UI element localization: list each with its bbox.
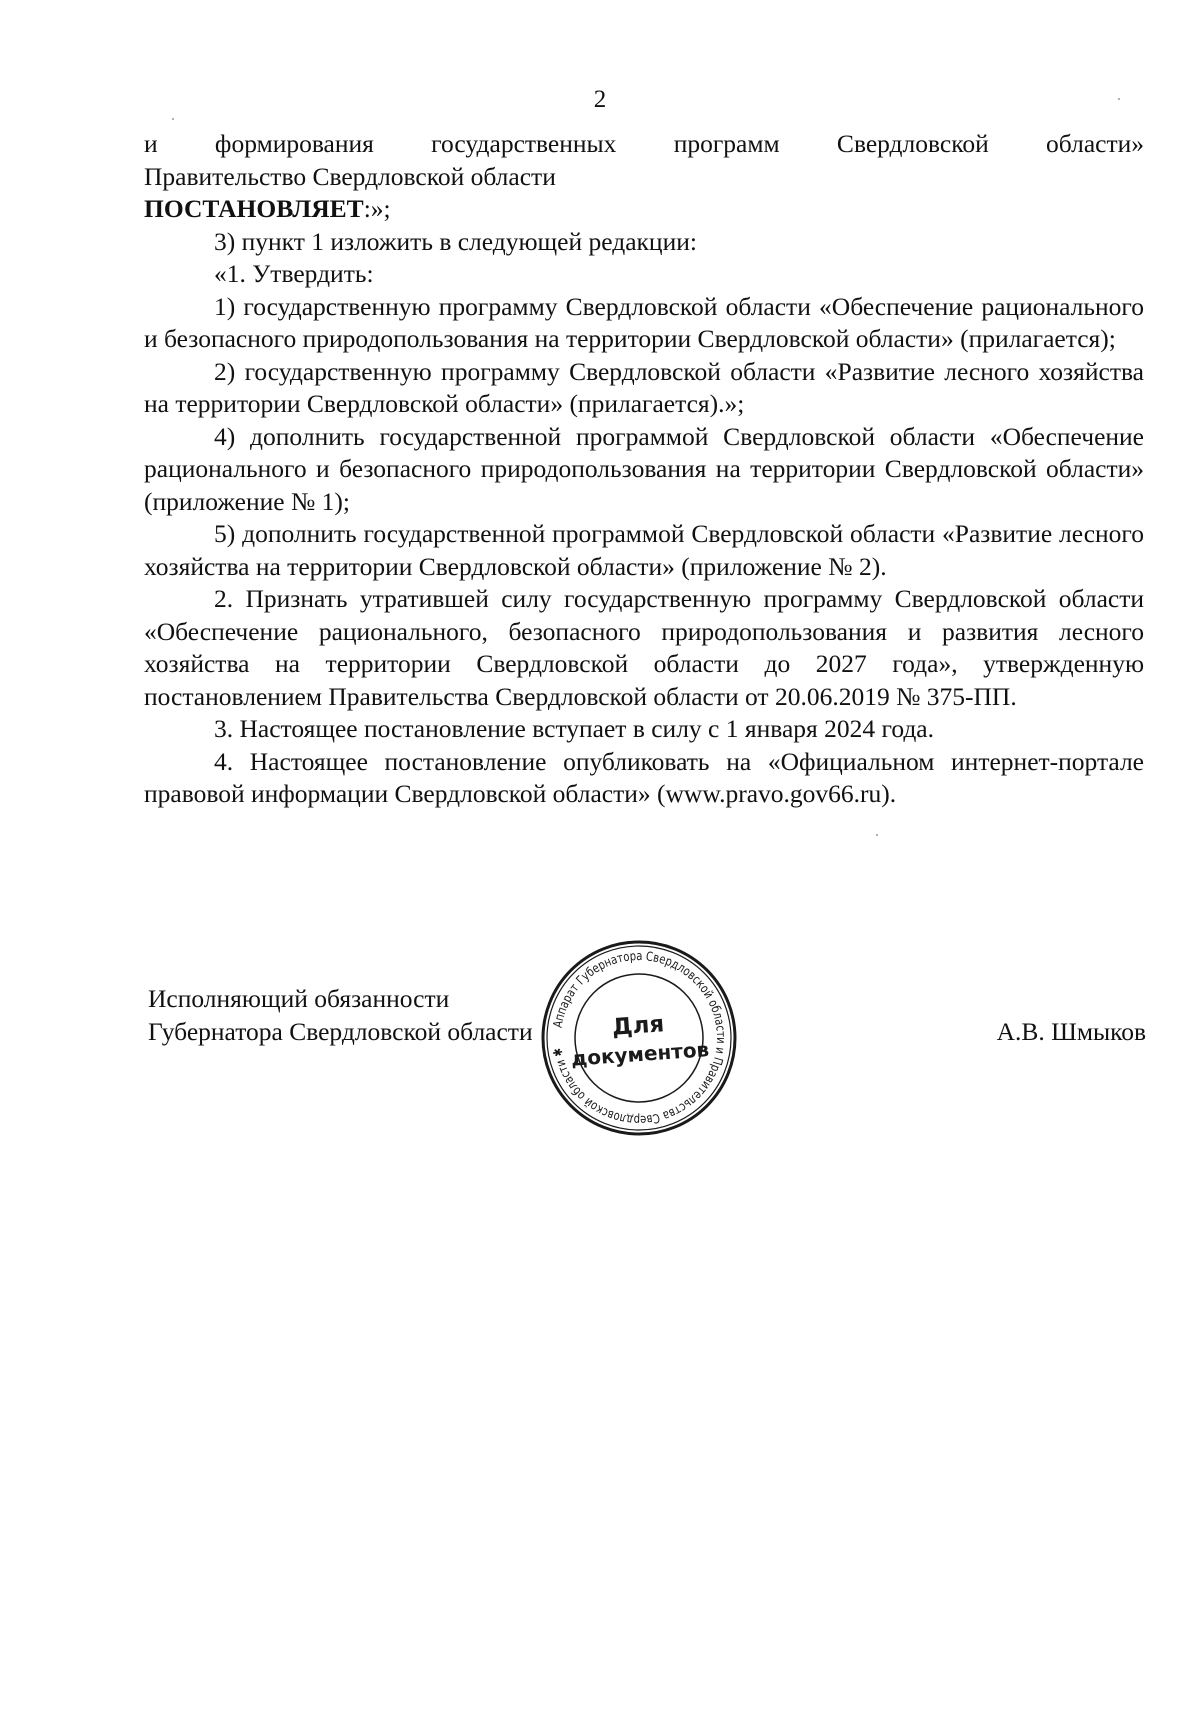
paragraph-item-5: 5) дополнить государственной программой Свердловской области «Развитие лесного хозяйства на территории Свердловской области» (приложение № 2). (144, 519, 1144, 581)
paragraph-point-3: 3. Настоящее постановление вступает в силу с 1 января 2024 года. (214, 714, 935, 743)
paragraph-decree (144, 193, 1144, 226)
signature-title-line-1: Исполняющий обязанности (148, 984, 450, 1013)
paragraph-subitem-2: 2) государственную программу Свердловской области «Развитие лесного хозяйства на территории Свердловской области» (прилагается).»; (144, 356, 1144, 418)
paragraph-point-2: 2. Признать утратившей силу государственную программу Свердловской области «Обеспечение рационального, безопасного природопользования и развития лесного хозяйства на территории Свердловской области до 2027 года», утвержденную постановлением Правительства Свердловской области от 20.06.2019 № 375-ПП. (144, 584, 1144, 711)
paragraph-government: Правительство Свердловской области (144, 161, 556, 191)
page-number: 2 (593, 86, 607, 113)
stamp-seal-graphic (536, 935, 742, 1141)
paragraph-item-4: 4) дополнить государственной программой Свердловской области «Обеспечение рационального и безопасного природопользования на территории Свердловской области» (приложение № 1); (144, 421, 1144, 516)
paragraph-continuation: и формирования государственных программ Свердловской области» (144, 129, 1144, 158)
scan-speck (172, 118, 174, 120)
signature-title-line-2: Губернатора Свердловской области (148, 1016, 533, 1046)
paragraph-subitem-1: 1) государственную программу Свердловской области «Обеспечение рационального и безопасного природопользования на территории Свердловской области» (прилагается); (144, 291, 1144, 353)
stamp-center-line-1: Для (611, 1011, 666, 1041)
paragraph-approve: «1. Утвердить: (214, 259, 374, 288)
stamp-ring-text: Аппарат Губернатора Свердловской области и Правительства Свердловской области ✱ (549, 947, 730, 1129)
paragraph-point-4: 4. Настоящее постановление опубликовать на «Официальном интернет-портале правовой информации Свердловской области» (www.pravo.gov66.ru). (144, 746, 1144, 808)
document-body (144, 128, 1144, 811)
decree-tail: :»; (363, 194, 391, 223)
decree-word: ПОСТАНОВЛЯЕТ (144, 194, 364, 223)
signature-title (148, 983, 533, 1048)
scan-speck (876, 834, 878, 836)
paragraph-item-3: 3) пункт 1 изложить в следующей редакции: (214, 226, 697, 256)
scan-speck (1118, 98, 1120, 100)
signatory-name: А.В. Шмыков (996, 1017, 1146, 1046)
official-stamp (536, 935, 742, 1141)
stamp-center-line-2: документов (570, 1037, 710, 1071)
